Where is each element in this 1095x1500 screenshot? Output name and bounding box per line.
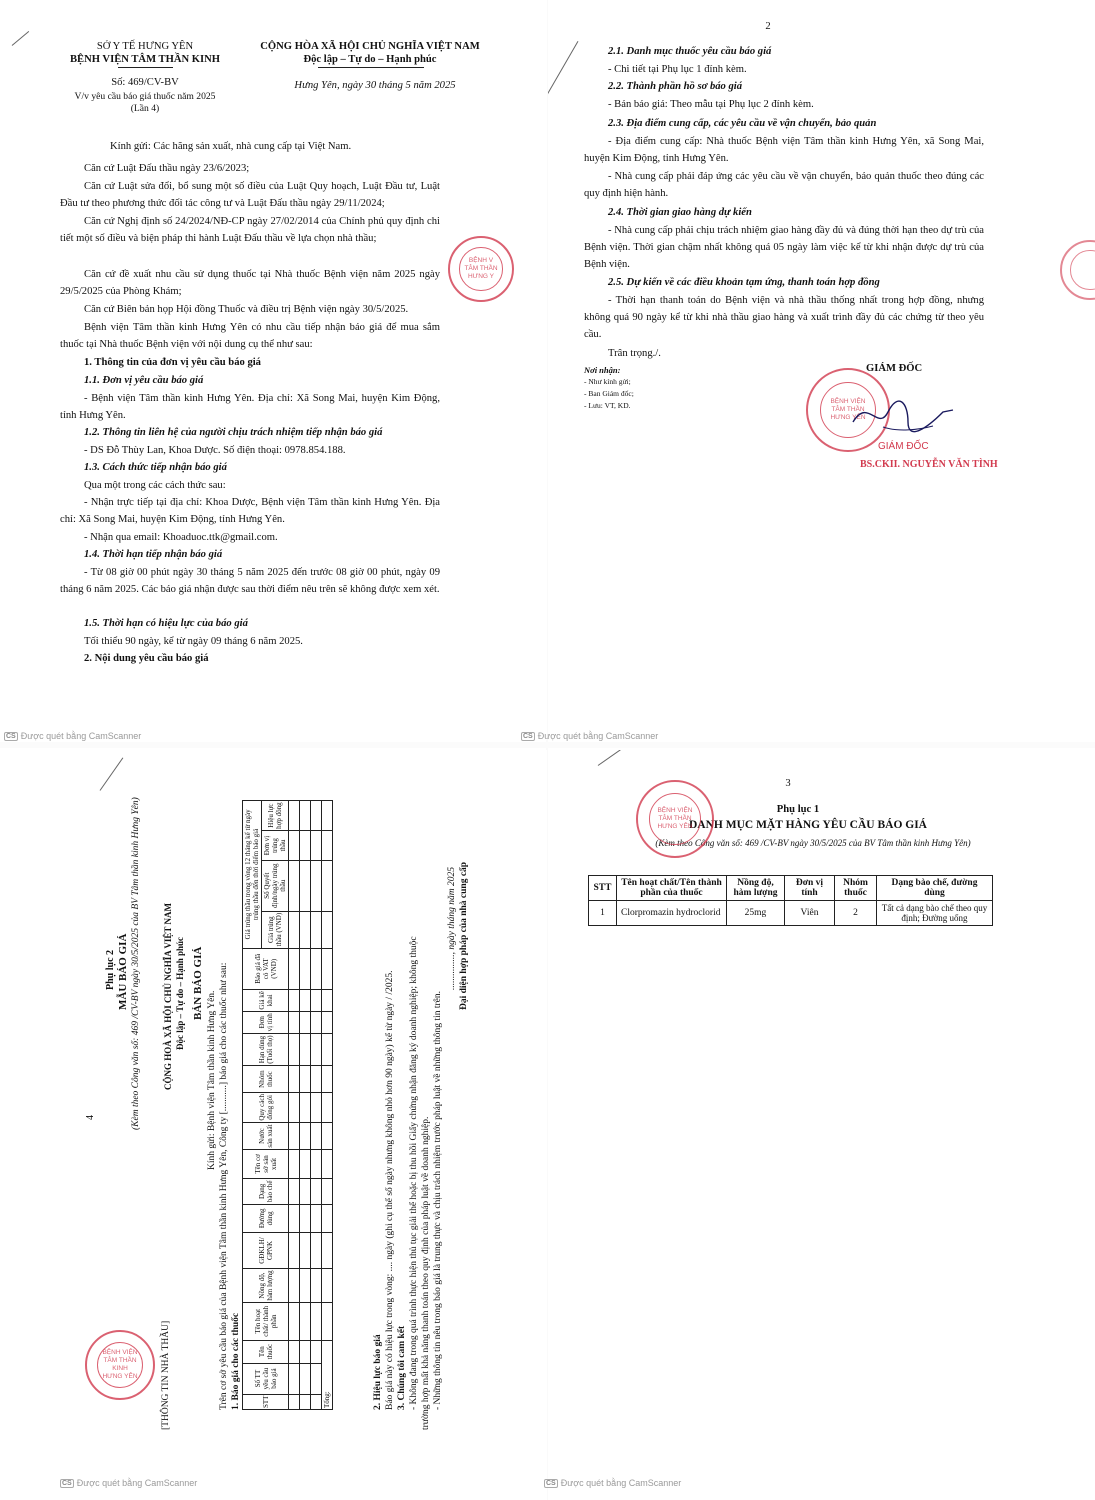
red-seal-stamp: BỆNH VIỆN TÂM THẦN HƯNG YÊN	[636, 780, 714, 858]
col-shelf-life: Hạn dùng (Tuổi thọ)	[243, 1033, 289, 1066]
commitment-1-cont: trường hợp mất khả năng thanh toán theo quy định của pháp luật về doanh nghiệp.	[421, 1116, 431, 1430]
section-1-2-text: - DS Đỗ Thùy Lan, Khoa Dược. Số điện thoại: 0978.854.188.	[84, 445, 346, 456]
camscanner-label: Được quét bằng CamScanner	[20, 731, 142, 741]
section-2-1-heading: 2.1. Danh mục thuốc yêu cầu báo giá	[608, 46, 772, 57]
supplier-info: [THÔNG TIN NHÀ THẦU]	[161, 1320, 171, 1430]
section-1-1-text: - Bệnh viện Tâm thần kinh Hưng Yên. Địa chỉ: Xã Song Mai, huyện Kim Động, tỉnh Hưng Yên.	[60, 393, 440, 421]
director-name: BS.CKII. NGUYỄN VĂN TÌNH	[860, 459, 998, 470]
body-para-4: Căn cứ đề xuất nhu cầu sử dụng thuốc tại Nhà thuốc Bệnh viện năm 2025 ngày 29/5/2025 của Phòng Khám;	[60, 269, 440, 297]
col-unit: Đơn vị tính	[785, 876, 835, 901]
document-round: (Lần 4)	[130, 103, 160, 114]
section-1-5-text: Tối thiểu 90 ngày, kể từ ngày 09 tháng 6 năm 2025.	[84, 636, 303, 647]
appendix-label: Phụ lục 1	[776, 804, 820, 815]
document-page-2	[548, 0, 1095, 740]
director-signature	[848, 392, 958, 437]
appendix-label: Phụ lục 2	[105, 949, 116, 990]
cell-unit: Viên	[785, 901, 835, 926]
cell-ingredient: Clorpromazin hydroclorid	[617, 901, 727, 926]
hospital-name: BỆNH VIỆN TÂM THẦN KINH	[69, 54, 221, 65]
section-2-3-transport: - Nhà cung cấp phải đáp ứng các yêu cầu về vận chuyển, bảo quản thuốc theo đúng các quy định hiện hành.	[584, 171, 984, 199]
camscanner-logo-icon: CS	[546, 1479, 556, 1487]
camscanner-footer-2	[521, 731, 658, 741]
edge-seal-stamp	[1060, 240, 1095, 300]
cell-stt: 1	[589, 901, 617, 926]
drug-list-table	[588, 875, 993, 926]
col-winning-price: Giá trúng thầu (VND)	[262, 911, 289, 948]
scan-mark	[598, 750, 648, 766]
page-gutter-horizontal	[0, 742, 1095, 748]
body-para-2: Căn cứ Luật sửa đổi, bổ sung một số điều của Luật Quy hoạch, Luật Đầu tư, Luật Đầu tư theo phương thức đối tác công tư và Luật Đấu thầu ngày 29/11/2024;	[60, 181, 440, 209]
col-group: Nhóm thuốc	[835, 876, 877, 901]
section-1-4-text: - Từ 08 giờ 00 phút ngày 30 tháng 5 năm 2025 đến trước 08 giờ 00 phút, ngày 09 tháng 6 năm 2025. Các báo giá nhận được sau thời điểm nêu trên sẽ không được xem xét.	[60, 567, 440, 595]
commitment-1: - Không đang trong quá trình thực hiện thủ tục giải thể hoặc bị thu hồi Giấy chứng nhận đăng ký doanh nghiệp; không thuộc	[409, 936, 419, 1410]
quote-section-1: 1. Báo giá cho các thuốc	[231, 1312, 241, 1410]
nation-motto: Độc lập – Tự do – Hạnh phúc	[303, 54, 437, 65]
nation-title: CỘNG HOÀ XÃ HỘI CHỦ NGHĨA VIỆT NAM	[163, 903, 173, 1090]
col-manufacturer: Tên cơ sở sản xuất	[243, 1150, 289, 1179]
col-decision: Số Quyết định/ngày trúng thầu	[262, 860, 289, 911]
camscanner-label: Được quét bằng CamScanner	[76, 1478, 198, 1488]
quote-recipient: Kính gửi: Bệnh viện Tâm thần kinh Hưng Yên.	[207, 990, 217, 1170]
nation-motto: Độc lập – Tự do – Hạnh phúc	[175, 936, 185, 1050]
camscanner-footer-1	[4, 731, 141, 741]
recipient-2: - Ban Giám đốc;	[584, 389, 634, 398]
rotated-quote-form	[0, 750, 520, 1450]
form-title: MẪU BÁO GIÁ	[117, 933, 129, 1010]
quote-table	[242, 800, 333, 1410]
commitment-2: - Những thông tin nêu trong báo giá là trung thực và chịu trách nhiệm trước pháp luật về những thông tin trên.	[433, 991, 443, 1410]
section-1-2-heading: 1.2. Thông tin liên hệ của người chịu trách nhiệm tiếp nhận báo giá	[84, 427, 383, 438]
document-number: Số: 469/CV-BV	[111, 77, 179, 88]
table-row	[589, 901, 993, 926]
recipient-1: - Như kính gửi;	[584, 377, 631, 386]
camscanner-footer-4	[544, 1478, 681, 1488]
closing-text: Trân trọng./.	[608, 348, 661, 359]
section-2-1-text: - Chi tiết tại Phụ lục 1 đính kèm.	[608, 64, 747, 75]
form-subtitle: (Kèm theo Công văn số: 469 /CV-BV ngày 30/5/2025 của BV Tâm thần kinh Hưng Yên)	[131, 797, 141, 1130]
section-1-5-heading: 1.5. Thời hạn có hiệu lực của báo giá	[84, 618, 248, 629]
quote-basis: Trên cơ sở yêu cầu báo giá của Bệnh viện Tâm thần kinh Hưng Yên, Công ty [...........] báo giá cho các thuốc như sau:	[219, 962, 229, 1410]
col-dosage-form: Dạng bào chế, đường dùng	[877, 876, 993, 901]
quote-date-line: ..............., ngày tháng năm 2025	[447, 867, 457, 990]
document-subject: V/v yêu cầu báo giá thuốc năm 2025	[74, 91, 216, 102]
section-2-2-heading: 2.2. Thành phần hồ sơ báo giá	[608, 81, 743, 92]
quote-section-3: 3. Chúng tôi cam kết	[397, 1325, 407, 1410]
section-2-2-text: - Bản báo giá: Theo mẫu tại Phụ lục 2 đính kèm.	[608, 99, 814, 110]
col-declared-price: Giá kê khai	[243, 989, 289, 1011]
col-route: Đường dùng	[243, 1204, 289, 1232]
section-2-4-text: - Nhà cung cấp phải chịu trách nhiệm giao hàng đầy đủ và đúng thời hạn theo dự trù của Bệnh viện. Thời gian chậm nhất không quá 05 ngày làm việc kể từ khi nhận được dự trù của Bệnh viện.	[584, 225, 984, 270]
table-total-row	[322, 801, 333, 1410]
section-1-3-intro: Qua một trong các cách thức sau:	[84, 480, 226, 491]
col-active-ingredient: Tên hoạt chất/ thành phần	[243, 1302, 289, 1340]
page-number: 2	[765, 21, 771, 32]
red-seal-stamp: BỆNH VIỆN TÂM THẦN HƯNG YÊN	[806, 368, 890, 452]
page-number: 4	[85, 1115, 96, 1120]
appendix-subtitle: (Kèm theo Công văn số: 469 /CV-BV ngày 30/5/2025 của BV Tâm thần kinh Hưng Yên)	[655, 838, 971, 848]
col-packaging: Quy cách đóng gói	[243, 1092, 289, 1122]
col-group: Nhóm thuốc	[243, 1066, 289, 1092]
appendix-title: DANH MỤC MẶT HÀNG YÊU CẦU BÁO GIÁ	[689, 819, 927, 831]
section-2-5-text: - Thời hạn thanh toán do Bệnh viện và nhà thầu thống nhất trong hợp đồng, nhưng không quá 90 ngày kể từ khi nhà thầu giao hàng và xuất trình đầy đủ các chứng từ theo yêu cầu.	[584, 295, 984, 340]
document-date: Hưng Yên, ngày 30 tháng 5 năm 2025	[294, 80, 456, 91]
document-page-4	[548, 750, 1095, 1500]
body-para-1: Căn cứ Luật Đấu thầu ngày 23/6/2023;	[84, 163, 250, 174]
body-para-6: Bệnh viện Tâm thần kinh Hưng Yên có nhu cầu tiếp nhận báo giá để mua sắm thuốc tại Nhà thuốc Bệnh viện với nội dung cụ thể như sau:	[60, 322, 440, 350]
section-1-heading: 1. Thông tin của đơn vị yêu cầu báo giá	[84, 357, 261, 368]
camscanner-label: Được quét bằng CamScanner	[537, 731, 659, 741]
section-1-3-direct: - Nhận trực tiếp tại địa chỉ: Khoa Dược, Bệnh viện Tâm thần kinh Hưng Yên. Địa chỉ: Xã Song Mai, huyện Kim Động, tỉnh Hưng Yên.	[60, 497, 440, 525]
col-stt: STT	[243, 1394, 289, 1409]
table-row	[300, 801, 311, 1410]
director-stamp-title: GIÁM ĐỐC	[878, 441, 929, 452]
camscanner-logo-icon: CS	[62, 1479, 72, 1487]
document-page-3	[0, 750, 547, 1500]
ministry-name: SỞ Y TẾ HƯNG YÊN	[96, 41, 194, 52]
section-1-3-heading: 1.3. Cách thức tiếp nhận báo giá	[84, 462, 227, 473]
col-strength: Nồng độ, hàm lượng	[243, 1269, 289, 1303]
camscanner-footer-3	[60, 1478, 197, 1488]
camscanner-label: Được quét bằng CamScanner	[560, 1478, 682, 1488]
section-1-1-heading: 1.1. Đơn vị yêu cầu báo giá	[84, 375, 204, 386]
total-label: Tổng:	[322, 1340, 333, 1409]
director-title: GIÁM ĐỐC	[866, 363, 923, 374]
col-stt: STT	[589, 876, 617, 901]
cell-group: 2	[835, 901, 877, 926]
section-2-heading: 2. Nội dung yêu cầu báo giá	[84, 653, 209, 664]
red-seal-stamp: BỆNH VIỆN TÂM THẦN KINH HƯNG YÊN	[85, 1330, 155, 1400]
recipient-3: - Lưu: VT, KD.	[584, 401, 631, 410]
header-rule	[118, 67, 173, 68]
quote-document-title: BẢN BÁO GIÁ	[192, 946, 204, 1020]
col-request-no: Số TT yêu cầu báo giá	[243, 1363, 289, 1394]
col-drug-name: Tên thuốc	[243, 1340, 289, 1363]
camscanner-logo-icon: CS	[523, 732, 533, 740]
nation-title: CỘNG HÒA XÃ HỘI CHỦ NGHĨA VIỆT NAM	[260, 41, 480, 52]
col-winning-unit: Đơn vị trúng thầu	[262, 831, 289, 861]
section-2-3-heading: 2.3. Địa điểm cung cấp, các yêu cầu về vận chuyển, bảo quản	[608, 118, 877, 129]
section-1-3-email: - Nhận qua email: Khoaduoc.ttk@gmail.com.	[84, 532, 278, 543]
section-1-4-heading: 1.4. Thời hạn tiếp nhận báo giá	[84, 549, 223, 560]
col-dosage-form: Dạng bào chế	[243, 1178, 289, 1204]
cell-strength: 25mg	[727, 901, 785, 926]
greeting: Kính gửi: Các hãng sản xuất, nhà cung cấp tại Việt Nam.	[110, 141, 352, 152]
col-country: Nước sản xuất	[243, 1122, 289, 1149]
recipients-title: Nơi nhận:	[584, 365, 621, 375]
table-row	[311, 801, 322, 1410]
scan-mark	[548, 41, 578, 111]
body-para-3: Căn cứ Nghị định số 24/2024/NĐ-CP ngày 27/02/2014 của Chính phủ quy định chi tiết một số điều và biện pháp thi hành Luật Đấu thầu về lựa chọn nhà thầu;	[60, 216, 440, 244]
document-page-1	[0, 0, 547, 740]
col-contract-validity: Hiệu lực hợp đồng	[262, 801, 289, 831]
col-ingredient: Tên hoạt chất/Tên thành phần của thuốc	[617, 876, 727, 901]
section-2-5-heading: 2.5. Dự kiến về các điều khoản tạm ứng, thanh toán hợp đồng	[608, 277, 880, 288]
camscanner-logo-icon: CS	[6, 732, 16, 740]
cell-dosage-form: Tất cả dạng bào chế theo quy định; Đường uống	[877, 901, 993, 926]
col-registration: GĐKLH/ GPNK	[243, 1232, 289, 1269]
section-2-3-location: - Địa điểm cung cấp: Nhà thuốc Bệnh viện Tâm thần kinh Hưng Yên, xã Song Mai, huyện Kim Động, tỉnh Hưng Yên.	[584, 136, 984, 164]
table-row	[289, 801, 300, 1410]
col-quote-vat: Báo giá đã có VAT (VND)	[243, 948, 289, 989]
motto-rule	[318, 67, 424, 68]
col-unit: Đơn vị tính	[243, 1011, 289, 1033]
quote-validity: Báo giá này có hiệu lực trong vòng: .... ngày (ghi cụ thể số ngày nhưng không nhỏ hơn 90 ngày) kể từ ngày / /2025.	[385, 970, 395, 1410]
section-2-4-heading: 2.4. Thời gian giao hàng dự kiến	[608, 207, 752, 218]
col-group-winning: Giá trúng thầu trong vòng 12 tháng kể từ ngày trúng thầu đến thời điểm báo giá	[243, 801, 262, 949]
body-para-5: Căn cứ Biên bản họp Hội đồng Thuốc và điều trị Bệnh viện ngày 30/5/2025.	[84, 304, 409, 315]
quote-section-2: 2. Hiệu lực báo giá	[373, 1334, 383, 1410]
scan-mark	[12, 31, 29, 46]
col-strength: Nồng độ, hàm lượng	[727, 876, 785, 901]
supplier-representative: Đại diện hợp pháp của nhà cung cấp	[459, 861, 469, 1010]
page-number: 3	[785, 778, 791, 789]
red-seal-stamp: BỆNH V TÂM THẦN HƯNG Y	[448, 236, 514, 302]
